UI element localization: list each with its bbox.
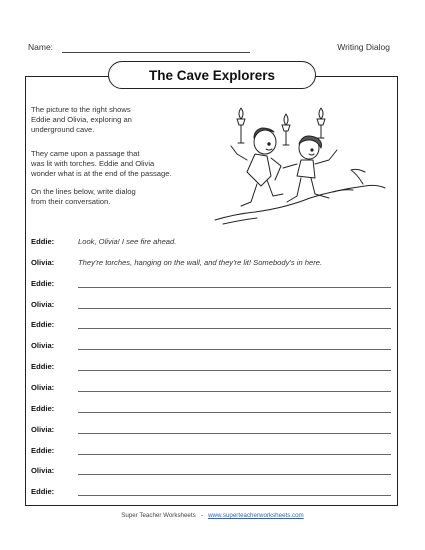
speaker-label: Olivia:	[31, 382, 55, 392]
dialog-answer-line[interactable]	[78, 495, 391, 496]
dialog-row	[31, 383, 391, 395]
boy-figure	[231, 128, 283, 206]
dialog-row	[31, 466, 391, 478]
speaker-label: Olivia:	[31, 424, 55, 434]
worksheet-type: Writing Dialog	[337, 42, 390, 52]
dialog-row	[31, 487, 391, 499]
speaker-label: Eddie:	[31, 278, 55, 288]
dialog-answer-line[interactable]	[78, 370, 391, 371]
speaker-label: Eddie:	[31, 403, 55, 413]
dialog-answer-line[interactable]	[78, 391, 391, 392]
dialog-text: Look, Olivia! I see fire ahead.	[78, 237, 177, 246]
torch-icon	[237, 108, 245, 143]
dialog-row	[31, 258, 391, 270]
speaker-label: Olivia:	[31, 257, 55, 267]
speaker-label: Eddie:	[31, 362, 55, 372]
intro-paragraph-2: They came upon a passage that was lit with torches. Eddie and Olivia wonder what is at the end of the passage.	[31, 149, 172, 178]
dialog-answer-line[interactable]	[78, 412, 391, 413]
dialog-answer-line[interactable]	[78, 433, 391, 434]
dialog-answer-line[interactable]	[78, 349, 391, 350]
dialog-row	[31, 362, 391, 374]
dialog-row	[31, 404, 391, 416]
speaker-label: Olivia:	[31, 299, 55, 309]
speaker-label: Olivia:	[31, 466, 55, 476]
dialog-answer-line[interactable]	[78, 308, 391, 309]
speaker-label: Eddie:	[31, 237, 55, 246]
page-title: The Cave Explorers	[108, 61, 316, 89]
cave-explorers-illustration	[213, 100, 388, 228]
dialog-row	[31, 279, 391, 291]
torch-icon	[282, 114, 290, 145]
footer-site-name: Super Teacher Worksheets	[121, 512, 196, 519]
dialog-row	[31, 341, 391, 353]
footer-separator: -	[200, 512, 203, 519]
dialog-answer-line[interactable]	[78, 454, 391, 455]
name-label: Name:	[28, 42, 54, 52]
footer-url-link[interactable]: www.superteacherworksheets.com	[208, 512, 304, 519]
dialog-row	[31, 300, 391, 312]
speaker-label: Eddie:	[31, 445, 55, 455]
speaker-label: Olivia:	[31, 341, 55, 351]
dialog-answer-line[interactable]	[78, 287, 391, 288]
dialog-answer-line[interactable]	[78, 474, 391, 475]
dialog-row	[31, 425, 391, 437]
name-field[interactable]	[62, 52, 250, 53]
speaker-label: Eddie:	[31, 320, 55, 330]
dialog-answer-line[interactable]	[78, 328, 391, 329]
footer	[0, 512, 425, 519]
dialog-text: They're torches, hanging on the wall, and they're lit! Somebody's in here.	[78, 257, 323, 267]
speaker-label: Eddie:	[31, 487, 55, 497]
girl-figure	[283, 136, 337, 202]
dialog-row	[31, 320, 391, 332]
intro-paragraph-1: The picture to the right shows Eddie and Olivia, exploring an underground cave.	[31, 105, 132, 134]
dialog-row	[31, 237, 391, 249]
torch-icon	[317, 108, 325, 138]
dialog-row	[31, 446, 391, 458]
intro-paragraph-3: On the lines below, write dialog from their conversation.	[31, 187, 136, 206]
